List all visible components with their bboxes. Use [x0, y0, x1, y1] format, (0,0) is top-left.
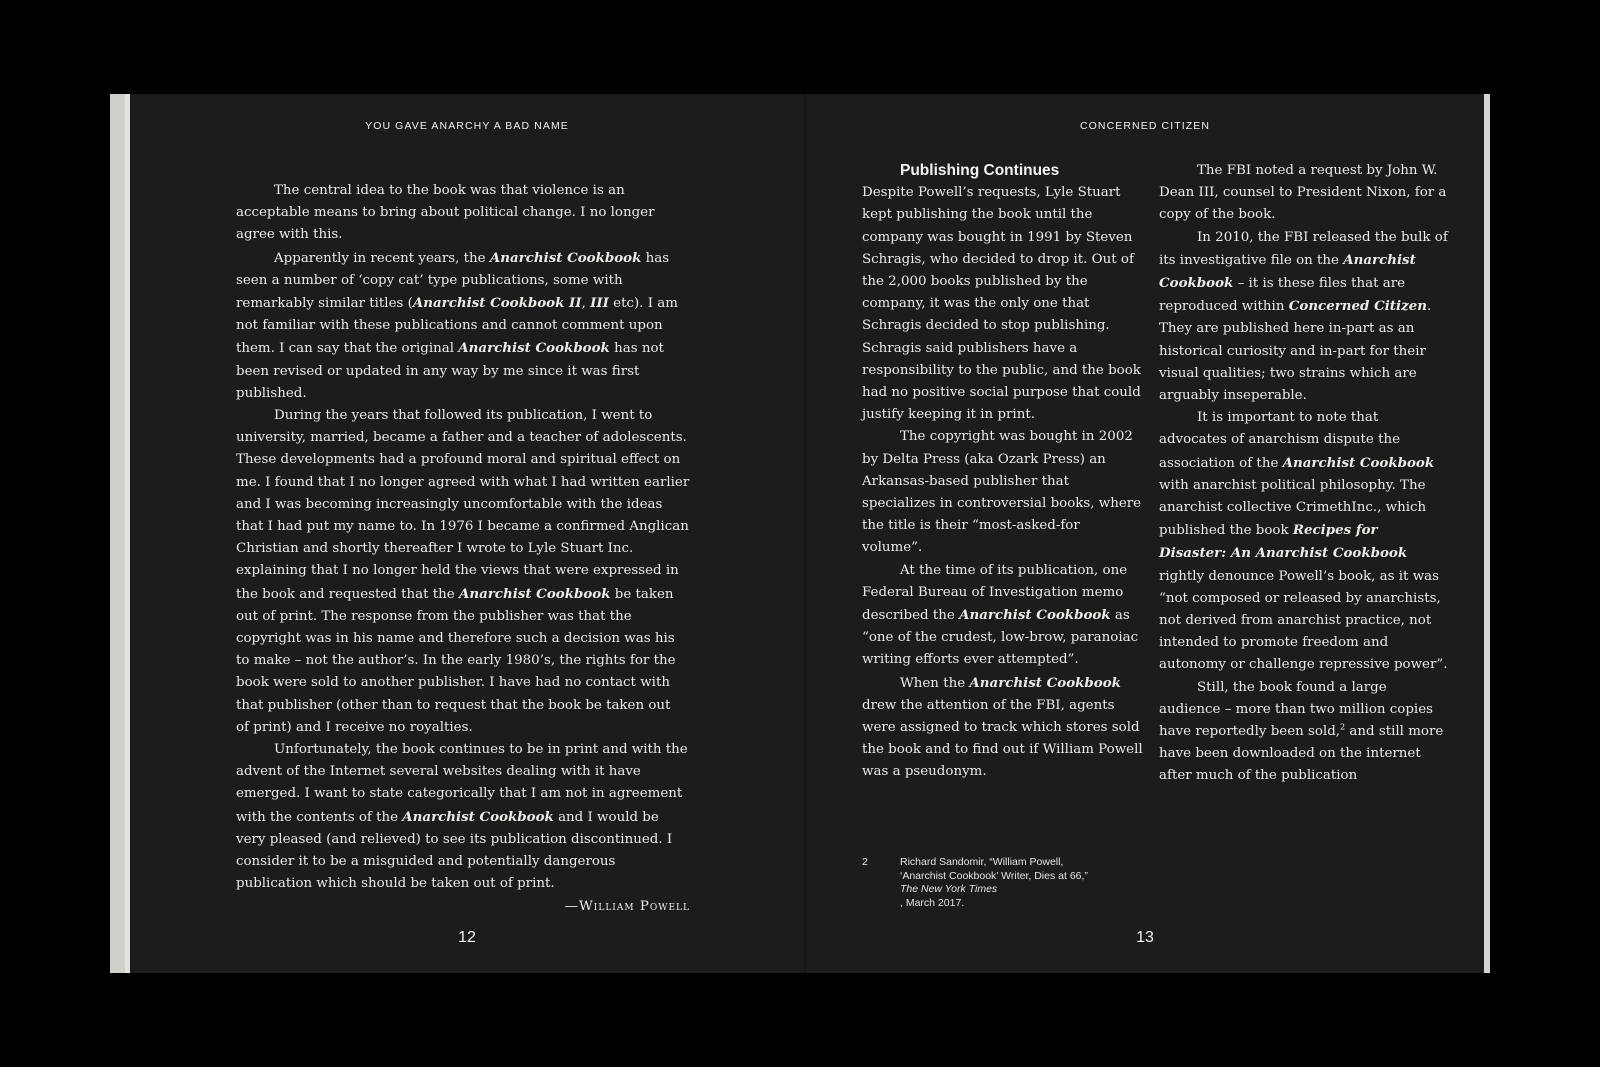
page-number-left: 12 [458, 929, 476, 946]
footnote-number: 2 [862, 856, 868, 868]
paragraph: Still, the book found a large audience – more than two million copies have reportedly been sold,$^2$ and still more have been downloaded on the internet after much of the publication [1159, 679, 1444, 784]
running-head-right: CONCERNED CITIZEN [1079, 120, 1211, 132]
book-title: Concerned Citizen [1288, 298, 1427, 315]
book-title: Anarchist Cookbook [1159, 251, 1416, 292]
page-number-right: 13 [1136, 929, 1154, 946]
book-title: Anarchist Cookbook II [412, 295, 582, 312]
paragraph: The FBI noted a request by John W. Dean III, counsel to President Nixon, for a copy of the book. [1159, 163, 1447, 223]
book-title: Anarchist Cookbook [489, 249, 642, 266]
publication-title: The New York Times [900, 883, 998, 895]
right-page [806, 94, 1484, 973]
running-head-left: YOU GAVE ANARCHY A BAD NAME [365, 120, 569, 132]
paragraph: It is important to note that advocates of anarchism dispute the association of the Anarchist Cookbook with anarchist political philosophy. The anarchist collective CrimethInc., which published the book Recipes for Disaster: An Anarchist Cookbook rightly denounce Powell’s book, as it was “not composed or released by anarchists, not derived from anarchist practice, not intended to promote freedom and autonomy or challenge repressive power”. [1159, 410, 1448, 673]
paragraph: When the Anarchist Cookbook drew the attention of the FBI, agents were assigned to track which stores sold the book and to find out if William Powell was a pseudonym. [862, 674, 1143, 780]
book-title: Anarchist Cookbook [458, 585, 611, 602]
signature: —William Powell [564, 898, 690, 914]
footnote-reference: 2 [1340, 722, 1346, 732]
book-title: Anarchist Cookbook [458, 340, 610, 357]
right-page-column-1 [862, 160, 1144, 784]
left-page-body [236, 180, 690, 918]
section-heading: Publishing Continues [900, 162, 1060, 179]
book-title: Anarchist Cookbook [1282, 454, 1435, 471]
page-stack-edge-right [1484, 94, 1490, 973]
paragraph: Apparently in recent years, the Anarchist Cookbook has seen a number of ‘copy cat’ type publications, some with remarkably similar titles (Anarchist Cookbook II, III etc). I am not familiar with these publications and cannot comment upon them. I can say that the original Anarchist Cookbook has not been revised or updated in any way by me since it was first published. [236, 249, 678, 401]
paragraph: The copyright was bought in 2002 by Delta Press (aka Ozark Press) an Arkansas-based publisher that specializes in controversial books, where the title is their “most-asked-for volume”. [862, 429, 1142, 556]
footnote-text: Richard Sandomir, “William Powell, ‘Anarchist Cookbook’ Writer, Dies at 66,” The New York Times , March 2017. [900, 856, 1088, 909]
book-title: Anarchist Cookbook [402, 808, 554, 825]
book-title: Anarchist Cookbook [959, 607, 1111, 624]
author-name: William Powell [579, 898, 690, 914]
paragraph: During the years that followed its publication, I went to university, married, became a father and a teacher of adolescents. These developments had a profound moral and spiritual effect on me. I found that I no longer agreed with what I had written earlier and I was becoming increasingly uncomfortable with the ideas that I had put my name to. In 1976 I became a confirmed Anglican Christian and shortly thereafter I wrote to Lyle Stuart Inc. explaining that I no longer held the views that were expressed in the book and requested that the Anarchist Cookbook be taken out of print. The response from the publisher was that the copyright was in his name and therefore such a decision was his to make – not the author’s. In the early 1980’s, the rights for the book were sold to another publisher. I have had no contact with that publisher (other than to request that the book be taken out of print) and I receive no royalties. [236, 408, 690, 735]
paragraph: The central idea to the book was that violence is an acceptable means to bring about political change. I no longer agree with this. [236, 183, 655, 243]
book-title: III [590, 295, 609, 312]
book-title: Anarchist Cookbook [969, 674, 1121, 691]
paragraph: In 2010, the FBI released the bulk of its investigative file on the Anarchist Cookbook – it is these files that are reproduced within Concerned Citizen. They are published here in-part as an historical curiosity and in-part for their visual qualities; two strains which are arguably inseperable. [1159, 229, 1448, 404]
book-title: Recipes for Disaster: An Anarchist Cookbook [1159, 522, 1408, 562]
paragraph: At the time of its publication, one Federal Bureau of Investigation memo described the Anarchist Cookbook as “one of the crudest, low-brow, paranoiac writing efforts ever attempted”. [862, 562, 1139, 668]
paragraph: Despite Powell’s requests, Lyle Stuart kept publishing the book until the company was bought in 1991 by Steven Schragis, who decided to drop it. Out of the 2,000 books published by the company, it was the only one that Schragis decided to stop publishing. Schragis said publishers have a responsibility to the public, and the book had no positive social purpose that could justify keeping it in print. [862, 185, 1141, 423]
left-page [130, 94, 804, 973]
paragraph: Unfortunately, the book continues to be in print and with the advent of the Internet several websites dealing with it have emerged. I want to state categorically that I am not in agreement with the contents of the Anarchist Cookbook and I would be very pleased (and relieved) to see its publication discontinued. I consider it to be a misguided and potentially dangerous publication which should be taken out of print. [236, 742, 688, 892]
right-page-column-2 [1159, 160, 1449, 788]
